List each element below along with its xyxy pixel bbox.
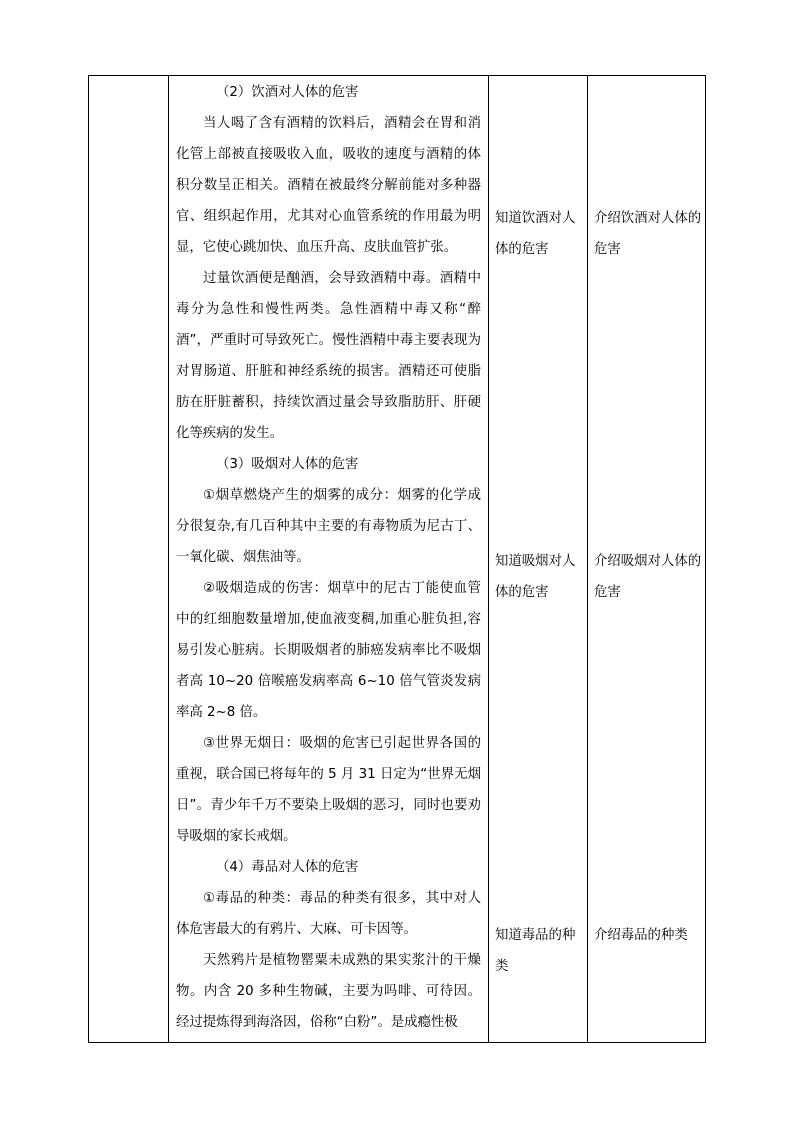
paragraph: ③世界无烟日：吸烟的危害已引起世界各国的重视，联合国已将每年的 5 月 31 日定为“世界无烟日”。青少年千万不要染上吸烟的恶习，同时也要劝导吸烟的家长戒烟。	[176, 736, 481, 844]
goal-drugs: 知道毒品的种类	[495, 928, 576, 974]
paragraph: ①烟草燃烧产生的烟雾的成分：烟雾的化学成分很复杂,有几百种其中主要的有毒物质为尼古丁、一氧化碳、烟焦油等。	[176, 488, 481, 565]
goal-alcohol: 知道饮酒对人体的危害	[495, 211, 576, 257]
content-column	[169, 76, 489, 1042]
activity-smoking: 介绍吸烟对人体的危害	[594, 554, 702, 600]
paragraph: ②吸烟造成的伤害：烟草中的尼古丁能使血管中的红细胞数量增加,使血液变稠,加重心脏负担,容易引发心脏病。长期吸烟者的肺癌发病率比不吸烟者高 10~20 倍喉癌发病率高 6~10 倍气管炎发病率高 2~8 倍。	[176, 581, 481, 720]
section-heading-alcohol: （2）饮酒对人体的危害	[216, 85, 359, 100]
activity-drugs: 介绍毒品的种类	[594, 928, 688, 943]
paragraph: ①毒品的种类：毒品的种类有很多，其中对人体危害最大的有鸦片、大麻、可卡因等。	[176, 891, 481, 937]
paragraph: 当人喝了含有酒精的饮料后，酒精会在胃和消化管上部被直接吸收入血，吸收的速度与酒精的体积分数呈正相关。酒精在被最终分解前能对多种器官、组织起作用，尤其对心血管系统的作用最为明显，它使心跳加快、血压升高、皮肤血管扩张。	[176, 116, 481, 255]
section-heading-smoking: （3）吸烟对人体的危害	[216, 457, 359, 472]
activity-alcohol: 介绍饮酒对人体的危害	[594, 211, 702, 257]
paragraph: 天然鸦片是植物罂粟未成熟的果实浆汁的干燥物。内含 20 多种生物碱，主要为吗啡、可待因。经过提炼得到海洛因，俗称“白粉”。是成瘾性极	[176, 953, 481, 1030]
goal-smoking: 知道吸烟对人体的危害	[495, 554, 576, 600]
section-heading-drugs: （4）毒品对人体的危害	[216, 860, 359, 875]
paragraph: 过量饮酒便是酗酒，会导致酒精中毒。酒精中毒分为急性和慢性两类。急性酒精中毒又称“醉酒”，严重时可导致死亡。慢性酒精中毒主要表现为对胃肠道、肝脏和神经系统的损害。酒精还可使脂肪在肝脏蓄积，持续饮酒过量会导致脂肪肝、肝硬化等疾病的发生。	[176, 271, 481, 441]
lesson-table	[88, 75, 706, 1043]
column-divider	[587, 76, 588, 1042]
